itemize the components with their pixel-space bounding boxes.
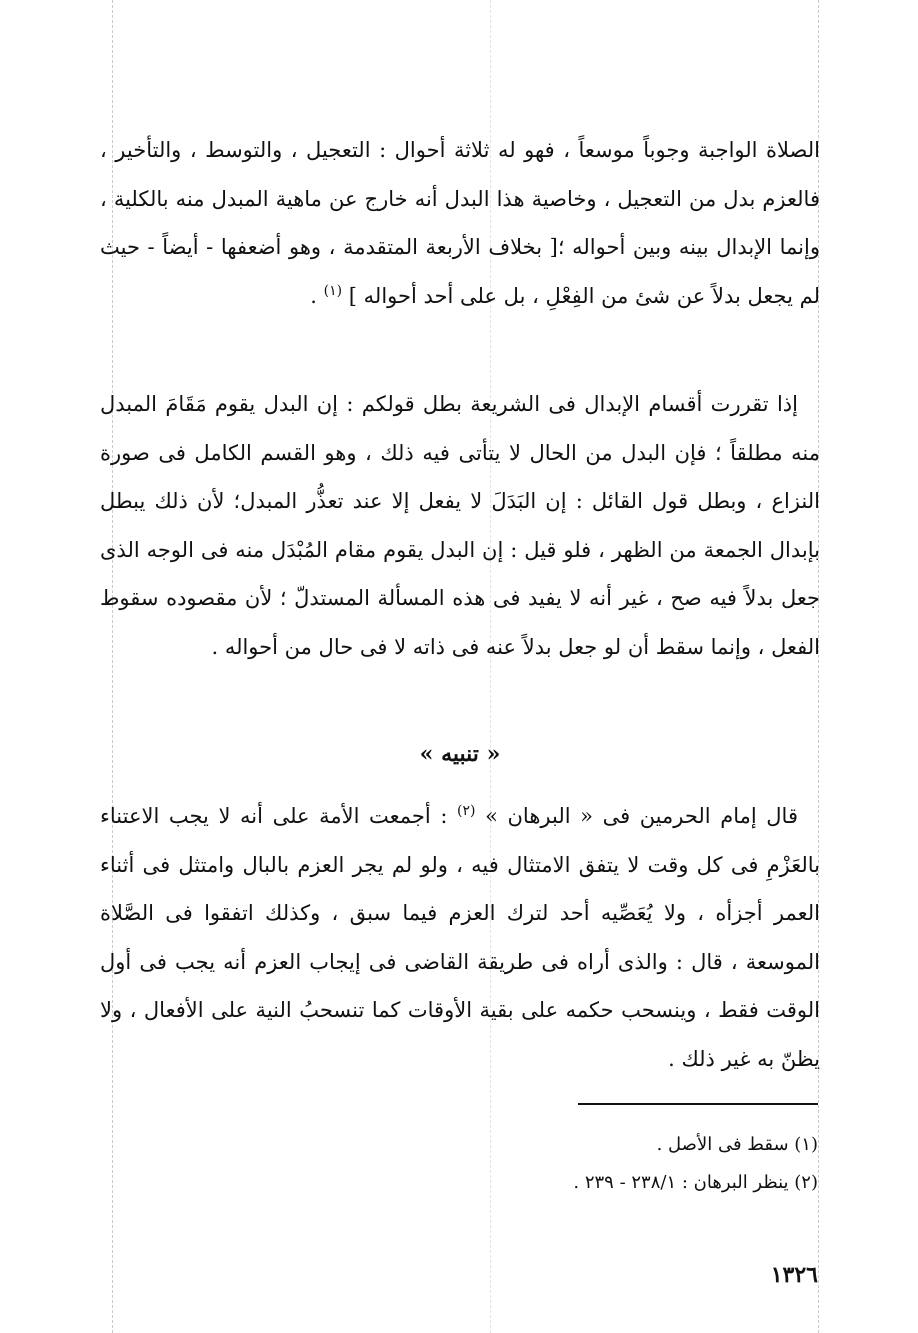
paragraph-1-end: . — [310, 283, 324, 308]
page-number: ١٣٢٦ — [770, 1262, 818, 1288]
paragraph-2 — [100, 380, 820, 671]
footnotes — [300, 1126, 818, 1202]
footnote-ref-2: (٢) — [457, 803, 476, 819]
paragraph-1-text: الصلاة الواجبة وجوباً موسعاً ، فهو له ثلاثة أحوال : التعجيل ، والتوسط ، والتأخير ، فالعزم بدل من التعجيل ، وخاصية هذا البدل أنه خارج عن ماهية المبدل منه بالكلية ، وإنما الإبدال بينه وبين أحواله ؛[ بخلاف الأربعة المتقدمة ، وهو أضعفها - أيضاً - حيث لم يجعل بدلاً عن شئ من الفِعْلِ ، بل على أحد أحواله ] — [100, 138, 820, 308]
footnote-ref-1: (١) — [323, 282, 343, 299]
paragraph-2-text: إذا تقررت أقسام الإبدال فى الشريعة بطل قولكم : إن البدل يقوم مَقَامَ المبدل منه مطلقاً ؛ فإن البدل من الحال لا يتأتى فيه ذلك ، وهو القسم الكامل فى صورة النزاع ، وبطل قول القائل : إن البَدَلَ لا يفعل إلا عند تعذُّر المبدل؛ لأن ذلك يبطل بإبدال الجمعة من الظهر ، فلو قيل : إن البدل يقوم مقام المُبْدَل منه فى الوجه الذى جعل بدلاً فيه صح ، غير أنه لا يفيد فى هذه المسألة المستدلّ ؛ لأن مقصوده سقوط الفعل ، وإنما سقط أن لو جعل بدلاً عنه فى ذاته لا فى حال من أحواله . — [100, 392, 820, 659]
paragraph-1 — [100, 126, 820, 320]
footnote-divider — [578, 1103, 818, 1105]
paragraph-3 — [100, 792, 820, 1083]
footnote-1: (١) سقط فى الأصل . — [656, 1134, 818, 1155]
section-heading: « تنبيه » — [419, 741, 501, 767]
paragraph-3-start: قال إمام الحرمين فى « البرهان » — [485, 804, 798, 828]
footnote-2: (٢) ينظر البرهان : ٢٣٨/١ - ٢٣٩ . — [573, 1172, 818, 1193]
paragraph-3-rest: : أجمعت الأمة على أنه لا يجب الاعتناء بالعَزْمِ فى كل وقت لا يتفق الامتثال فيه ، ولو لم يجر العزم بالبال وامتثل فى أثناء العمر أجزأه ، ولا يُعَصِّيه أحد لترك العزم فيما سبق ، وكذلك اتفقوا فى الصَّلاة الموسعة ، قال : والذى أراه فى طريقة القاضى فى إيجاب العزم أنه يجب فى أول الوقت فقط ، وينسحب حكمه على بقية الأوقات كما تنسحبُ النية على الأفعال ، ولا يظنّ به غير ذلك . — [100, 804, 820, 1071]
